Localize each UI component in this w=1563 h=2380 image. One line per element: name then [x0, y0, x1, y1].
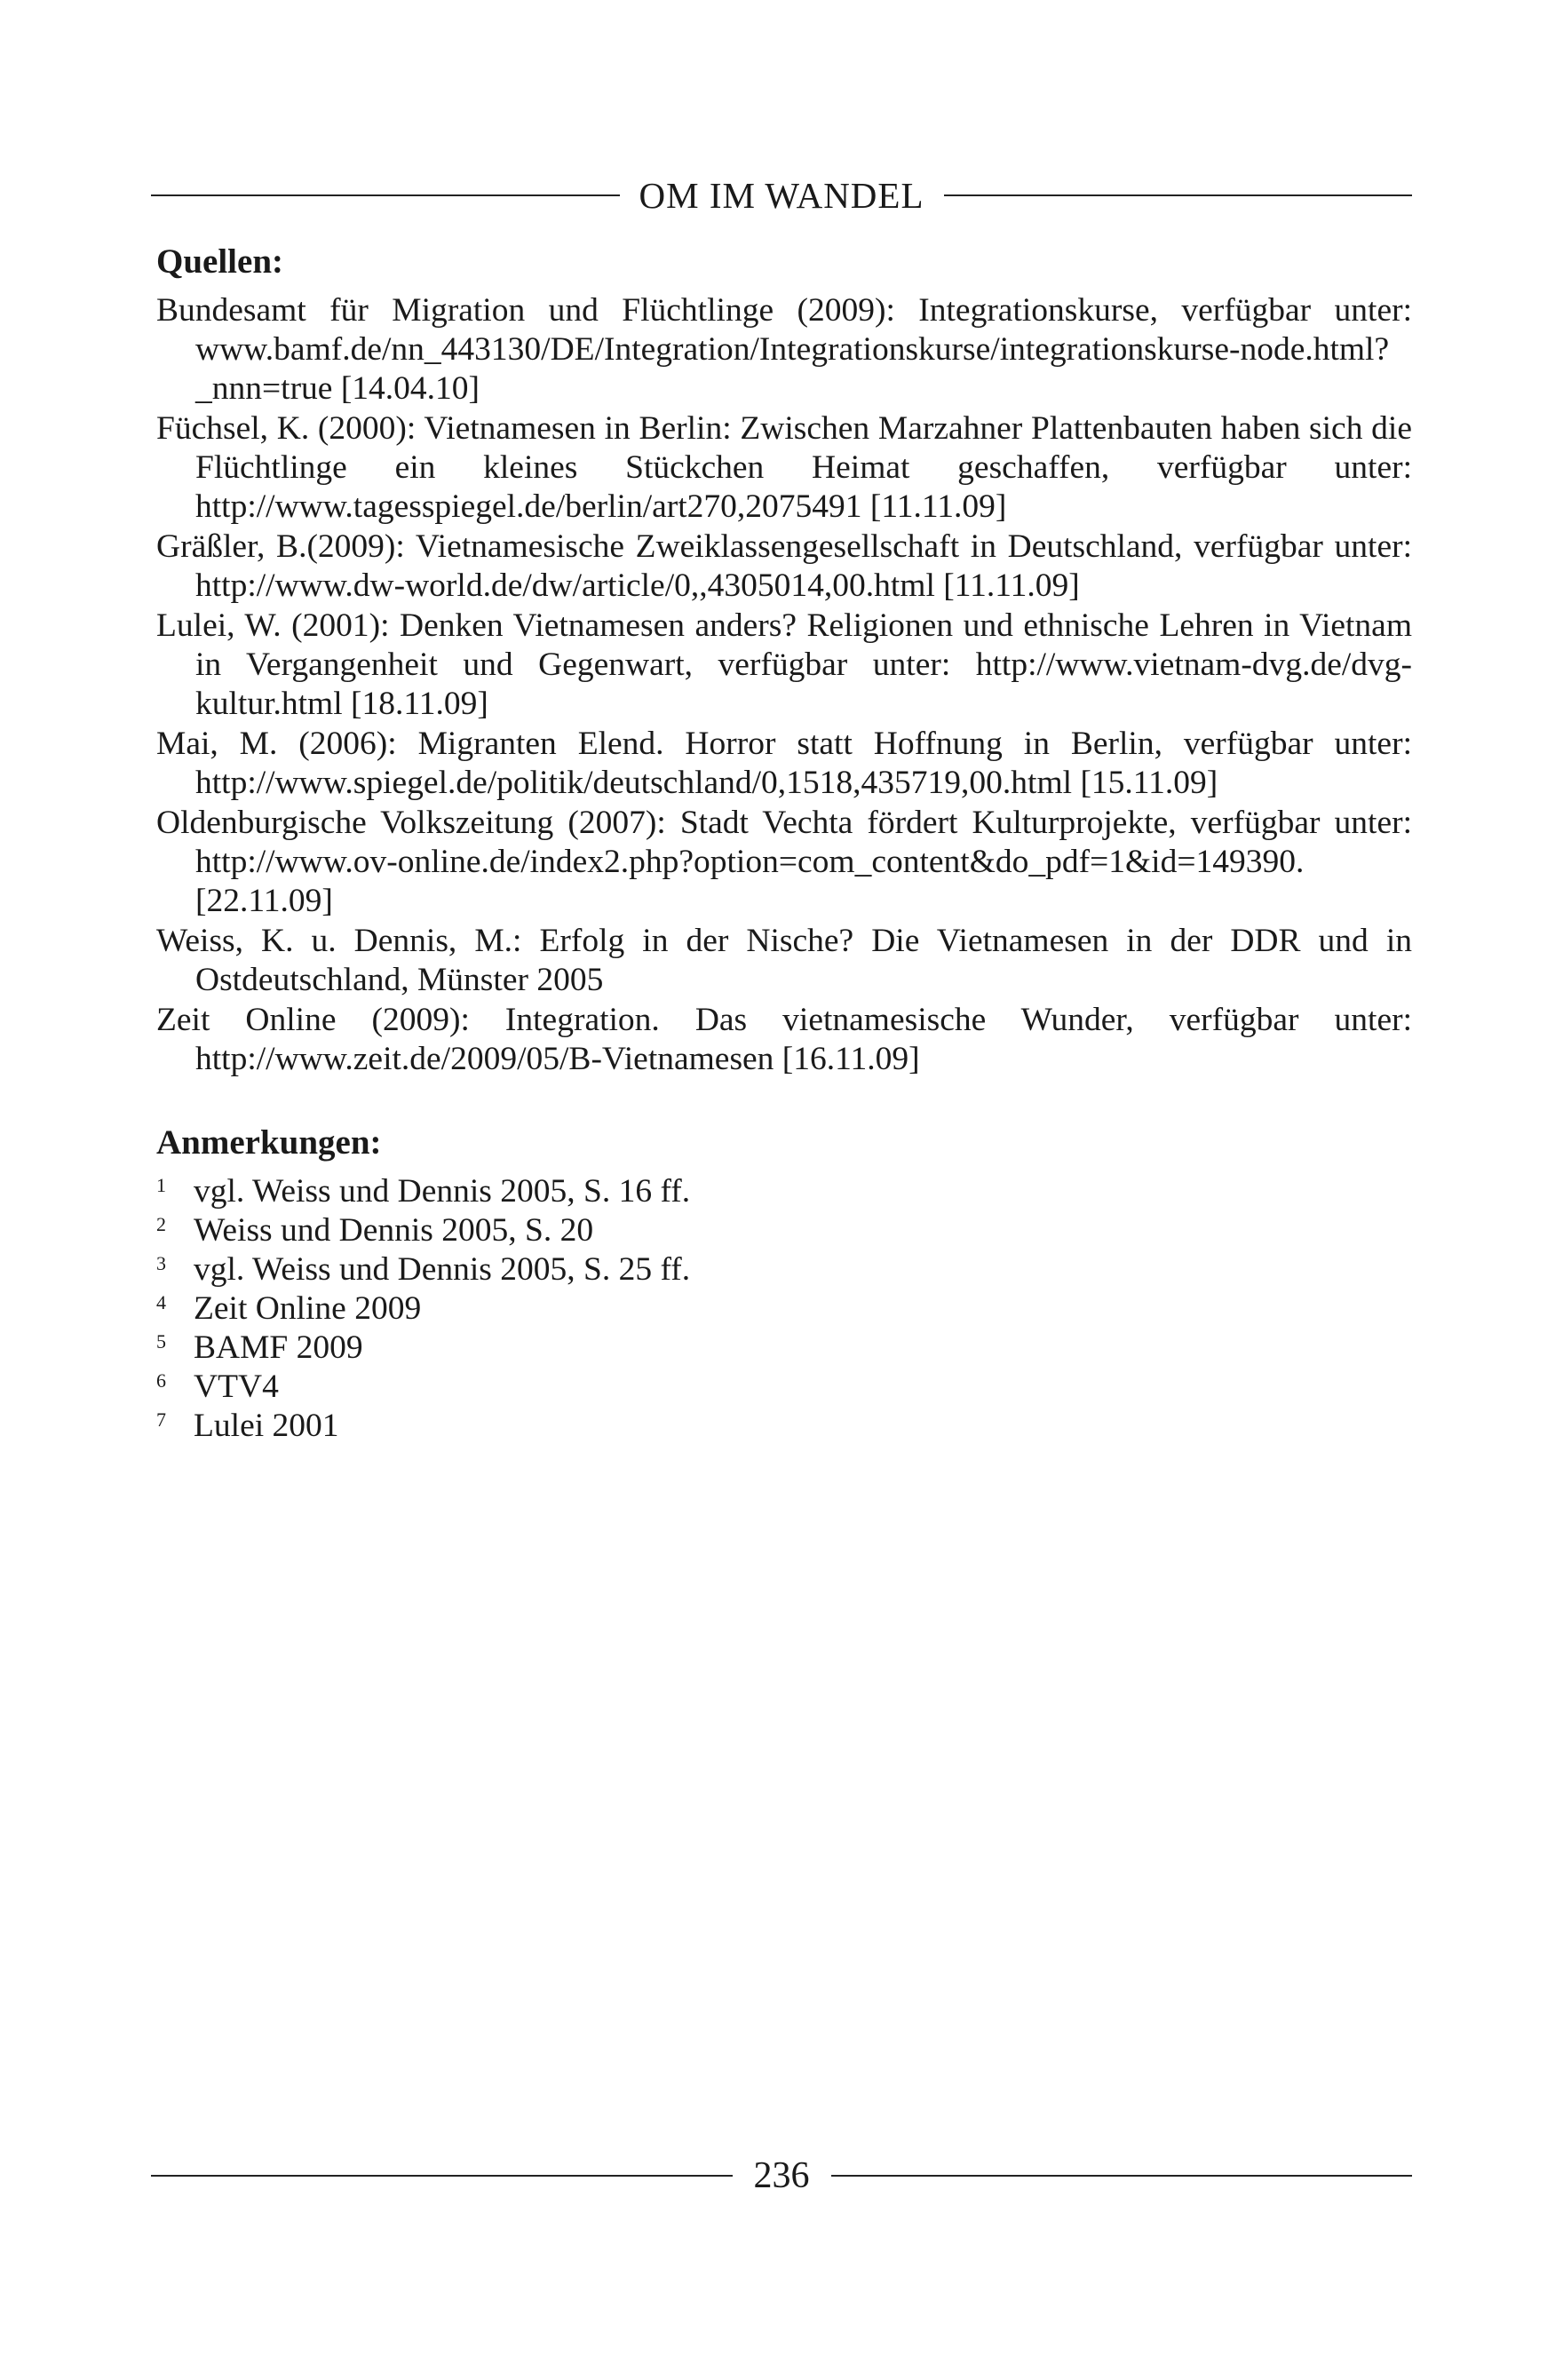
note-number: 4 [156, 1291, 166, 1313]
page-footer [151, 2149, 1412, 2202]
source-entry: Mai, M. (2006): Migranten Elend. Horror statt Hoffnung in Berlin, verfügbar unter: http://www.spiegel.de/politik/deutschland/0,1518,435719,00.html [15.11.09] [156, 726, 1412, 801]
note-item [156, 1211, 1412, 1250]
page-number: 236 [753, 2155, 810, 2196]
note-number: 1 [156, 1174, 166, 1196]
source-entry: Gräßler, B.(2009): Vietnamesische Zweiklassengesellschaft in Deutschland, verfügbar unter: http://www.dw-world.de/dw/article/0,,4305014,00.html [11.11.09] [156, 528, 1412, 604]
sources-section [156, 240, 1412, 1080]
note-item [156, 1289, 1412, 1329]
note-item [156, 1329, 1412, 1368]
note-text: Zeit Online 2009 [194, 1290, 422, 1327]
source-entry: Zeit Online (2009): Integration. Das vietnamesische Wunder, verfügbar unter: http://www.zeit.de/2009/05/B-Vietnamesen [16.11.09] [156, 1002, 1412, 1077]
header-rule-left [151, 194, 620, 196]
note-text: Lulei 2001 [194, 1408, 339, 1444]
sources-list [156, 291, 1412, 1079]
note-number: 7 [156, 1408, 166, 1431]
footer-rule-right [831, 2175, 1413, 2177]
running-title: OM IM WANDEL [639, 175, 924, 216]
note-text: VTV4 [194, 1368, 279, 1405]
note-number: 3 [156, 1252, 166, 1274]
note-number: 6 [156, 1369, 166, 1392]
source-entry: Oldenburgische Volkszeitung (2007): Stadt Vechta fördert Kulturprojekte, verfügbar unter: http://www.ov-online.de/index2.php?option=com_content&do_pdf=1&id=149390. [22.11.09] [156, 805, 1412, 919]
running-header [151, 169, 1412, 222]
note-text: BAMF 2009 [194, 1329, 363, 1366]
note-item [156, 1250, 1412, 1289]
note-number: 2 [156, 1213, 166, 1235]
note-item [156, 1172, 1412, 1211]
note-item [156, 1368, 1412, 1407]
note-text: Weiss und Dennis 2005, S. 20 [194, 1212, 594, 1249]
note-number: 5 [156, 1330, 166, 1353]
notes-list [156, 1172, 1412, 1446]
source-entry: Weiss, K. u. Dennis, M.: Erfolg in der Nische? Die Vietnamesen in der DDR und in Ostdeutschland, Münster 2005 [156, 923, 1412, 998]
note-text: vgl. Weiss und Dennis 2005, S. 25 ff. [194, 1251, 691, 1288]
source-entry: Lulei, W. (2001): Denken Vietnamesen anders? Religionen und ethnische Lehren in Vietnam in Vergangenheit und Gegenwart, verfügbar unter: http://www.vietnam-dvg.de/dvg-kultur.html [18.11.09] [156, 607, 1412, 722]
sources-heading: Quellen: [156, 242, 283, 281]
footer-rule-left [151, 2175, 733, 2177]
notes-heading: Anmerkungen: [156, 1123, 382, 1162]
header-rule-right [944, 194, 1413, 196]
source-entry: Füchsel, K. (2000): Vietnamesen in Berlin: Zwischen Marzahner Plattenbauten haben sich die Flüchtlinge ein kleines Stückchen Heimat geschaffen, verfügbar unter: http://www.tagesspiegel.de/berlin/art270,2075491 [11.11.09] [156, 410, 1412, 525]
note-text: vgl. Weiss und Dennis 2005, S. 16 ff. [194, 1173, 691, 1210]
note-item [156, 1407, 1412, 1446]
source-entry: Bundesamt für Migration und Flüchtlinge (2009): Integrationskurse, verfügbar unter: www.bamf.de/nn_443130/DE/Integration/Integrationskurse/integrationskurse-node.html?_nnn=true [14.04.10] [156, 292, 1412, 407]
notes-section [156, 1121, 1412, 1446]
